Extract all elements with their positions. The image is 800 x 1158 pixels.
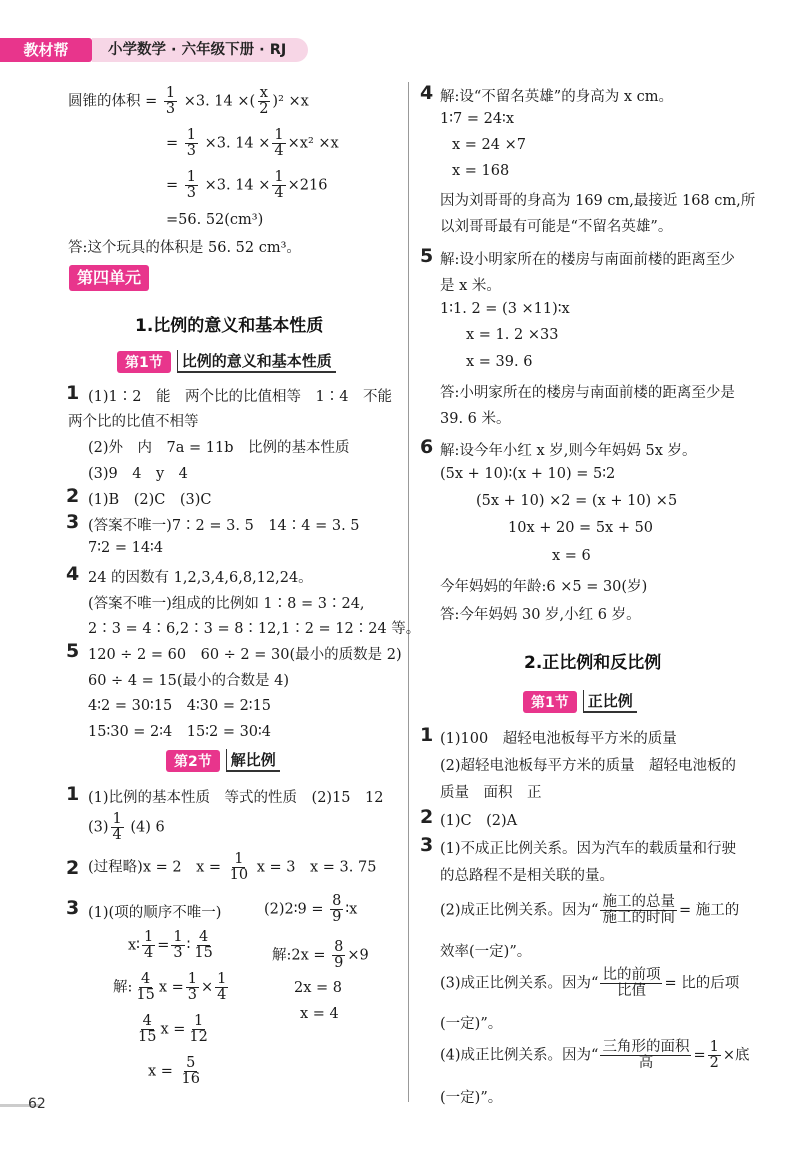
answer-line: (2)2∶9 = $\frac{8}{9}$ ∶x <box>264 893 358 926</box>
answer-line: (一定)”。 <box>440 1090 503 1106</box>
answer-line: 10x + 20 = 5x + 50 <box>508 520 654 536</box>
answer-line: 以刘哥哥最有可能是“不留名英雄”。 <box>440 219 673 235</box>
answer-line: (4)成正比例关系。因为“ $\frac{\text{三角形的面积}}{\text{高}}$ = $\frac{1}{2}$ ×底 <box>440 1039 750 1072</box>
answer-line: 的总路程不是相关联的量。 <box>440 868 614 884</box>
answer-line: 120 ÷ 2 = 60 60 ÷ 2 = 30(最小的质数是 2) <box>88 647 402 663</box>
answer-line: 解:2x = $\frac{8}{9}$ ×9 <box>272 939 369 972</box>
question-number: 3 <box>66 897 80 919</box>
column-divider <box>408 82 409 1102</box>
section-title-2: 2.正比例和反比例 <box>524 653 662 673</box>
answer-line: x = 24 ×7 <box>452 137 526 153</box>
subsection-badge: 第1节 <box>523 691 577 713</box>
question-number: 1 <box>420 724 434 746</box>
question-number: 3 <box>420 834 434 856</box>
question-number: 4 <box>420 82 434 104</box>
answer-line: 因为刘哥哥的身高为 169 cm,最接近 168 cm,所 <box>440 193 756 209</box>
answer-line: 解:设今年小红 x 岁,则今年妈妈 5x 岁。 <box>440 443 697 459</box>
answer-line: 39. 6 米。 <box>440 411 511 427</box>
subsection-badge: 第2节 <box>166 750 220 772</box>
answer-line: (2)超轻电池板每平方米的质量 超轻电池板的 <box>440 758 737 774</box>
answer-line: (1)C (2)A <box>440 813 518 829</box>
cone-answer: 答:这个玩具的体积是 56. 52 cm³。 <box>68 240 301 256</box>
answer-line: $\frac{4}{15}$ x = $\frac{1}{12}$ <box>138 1013 208 1046</box>
answer-line: (2)成正比例关系。因为“ $\frac{\text{施工的总量}}{\text{施工的时间}}$ = 施工的 <box>440 894 740 927</box>
question-number: 4 <box>66 563 80 585</box>
answer-line: 2∶3 = 4∶6,2∶3 = 8∶12,1∶2 = 12∶24 等。 <box>88 621 421 637</box>
answer-line: 今年妈妈的年龄:6 ×5 = 30(岁) <box>440 579 648 595</box>
answer-line: x = 168 <box>452 163 510 179</box>
question-number: 1 <box>66 382 80 404</box>
question-number: 5 <box>420 245 434 267</box>
answer-line: (3)成正比例关系。因为“ $\frac{\text{比的前项}}{\text{比值}}$ = 比的后项 <box>440 967 740 1000</box>
cone-line-3: = $\frac{1}{3}$ ×3. 14 × $\frac{1}{4}$ ×216 <box>166 169 328 202</box>
answer-line: (过程略)x = 2 x = $\frac{1}{10}$ x = 3 x = 3. 75 <box>88 851 377 884</box>
answer-line: (3)9 4 y 4 <box>88 466 188 482</box>
subsection-title: 比例的意义和基本性质 <box>177 350 336 373</box>
answer-line: 答:今年妈妈 30 岁,小红 6 岁。 <box>440 607 641 623</box>
answer-line: (1)100 超轻电池板每平方米的质量 <box>440 731 677 747</box>
answer-line: 24 的因数有 1,2,3,4,6,8,12,24。 <box>88 570 313 586</box>
answer-line: (答案不唯一)7∶2 = 3. 5 14∶4 = 3. 5 <box>88 518 360 534</box>
answer-line: x = 4 <box>300 1006 339 1022</box>
section-title-1: 1.比例的意义和基本性质 <box>135 316 324 336</box>
answer-line: 效率(一定)”。 <box>440 944 532 960</box>
question-number: 1 <box>66 783 80 805</box>
cone-line-2: = $\frac{1}{3}$ ×3. 14 × $\frac{1}{4}$ ×x² ×x <box>166 127 339 160</box>
answer-line: 两个比的比值不相等 <box>68 414 199 430</box>
answer-line: 解: $\frac{4}{15}$ x = $\frac{1}{3}$ × $\frac{1}{4}$ <box>113 971 227 1004</box>
answer-line: x = $\frac{5}{16}$ <box>148 1055 200 1088</box>
answer-line: (1)不成正比例关系。因为汽车的载质量和行驶 <box>440 841 737 857</box>
answer-line: 7∶2 = 14∶4 <box>88 540 164 556</box>
subsection-title: 解比例 <box>226 749 280 772</box>
answer-line: (2)外 内 7a = 11b 比例的基本性质 <box>88 440 350 456</box>
answer-line: x∶ $\frac{1}{4}$ = $\frac{1}{3}$ ∶ $\frac{4}{15}$ <box>128 929 213 962</box>
answer-line: (答案不唯一)组成的比例如 1∶8 = 3∶24, <box>88 596 365 612</box>
cone-line-1: 圆锥的体积 = $\frac{1}{3}$ ×3. 14 ×( $\frac{x}{2}$ )² ×x <box>68 85 309 118</box>
subsection-title: 正比例 <box>583 690 637 713</box>
answer-line: (1)比例的基本性质 等式的性质 (2)15 12 <box>88 790 384 806</box>
brand-badge: 教材帮 <box>0 38 92 62</box>
answer-line: 60 ÷ 4 = 15(最小的合数是 4) <box>88 673 290 689</box>
question-number: 6 <box>420 436 434 458</box>
unit-label: 第四单元 <box>69 265 149 291</box>
answer-line: (1)(项的顺序不唯一) <box>88 905 222 921</box>
question-number: 3 <box>66 511 80 533</box>
question-number: 2 <box>420 806 434 828</box>
subsection-3 <box>523 690 637 713</box>
answer-line: (5x + 10)∶(x + 10) = 5∶2 <box>440 466 616 482</box>
book-title: 小学数学 · 六年级下册 · RJ <box>92 38 308 62</box>
cone-line-4: =56. 52(cm³) <box>166 212 264 228</box>
answer-line: x = 1. 2 ×33 <box>466 327 559 343</box>
answer-line: x = 39. 6 <box>466 354 533 370</box>
answer-line: (1)B (2)C (3)C <box>88 492 212 508</box>
answer-line: 质量 面积 正 <box>440 785 542 801</box>
subsection-2 <box>166 749 280 772</box>
answer-line: 1∶7 = 24∶x <box>440 111 514 127</box>
question-number: 2 <box>66 485 80 507</box>
answer-line: 2x = 8 <box>294 980 342 996</box>
answer-line: 解:设小明家所在的楼房与南面前楼的距离至少 <box>440 252 735 268</box>
answer-line: x = 6 <box>552 548 591 564</box>
answer-line: 1∶1. 2 = (3 ×11)∶x <box>440 301 570 317</box>
answer-line: 解:设“不留名英雄”的身高为 x cm。 <box>440 89 673 105</box>
answer-line: 答:小明家所在的楼房与南面前楼的距离至少是 <box>440 385 735 401</box>
answer-line: (1)1∶2 能 两个比的比值相等 1∶4 不能 <box>88 389 392 405</box>
subsection-1 <box>117 350 336 373</box>
page-number: 62 <box>28 1096 46 1112</box>
subsection-badge: 第1节 <box>117 351 171 373</box>
question-number: 2 <box>66 857 80 879</box>
question-number: 5 <box>66 640 80 662</box>
answer-line: (5x + 10) ×2 = (x + 10) ×5 <box>476 493 678 509</box>
answer-line: 4∶2 = 30∶15 4∶30 = 2∶15 <box>88 698 272 714</box>
answer-line: 15∶30 = 2∶4 15∶2 = 30∶4 <box>88 724 272 740</box>
answer-line: (3) $\frac{1}{4}$ (4) 6 <box>88 811 165 844</box>
answer-line: 是 x 米。 <box>440 278 501 294</box>
answer-line: (一定)”。 <box>440 1016 503 1032</box>
